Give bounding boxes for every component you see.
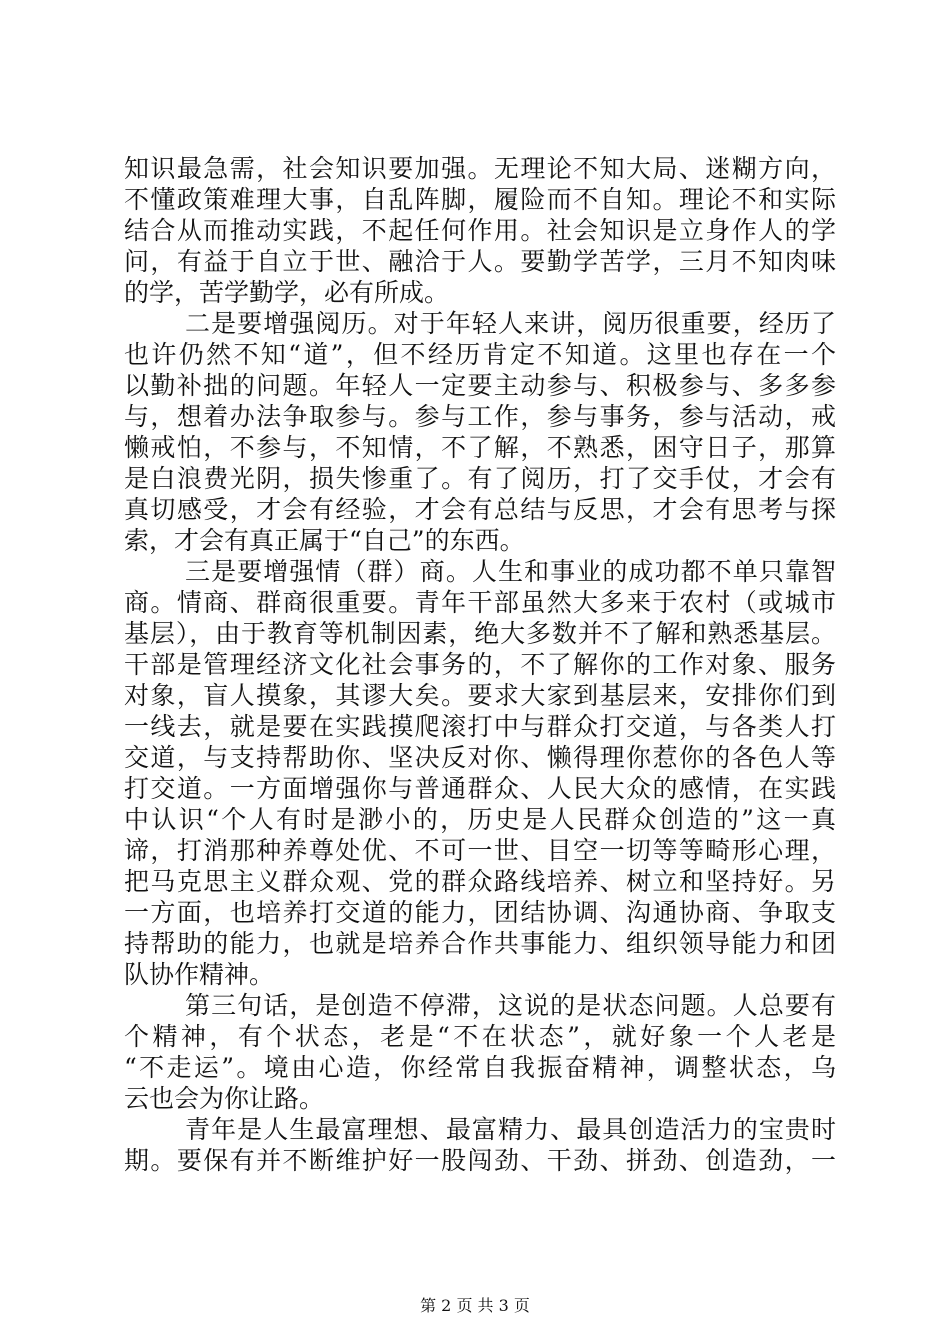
text-line: 谛，打消那种养尊处优、不可一世、目空一切等等畸形心理， — [124, 836, 836, 865]
text-line: 以勤补拙的问题。年轻人一定要主动参与、积极参与、多多参 — [124, 371, 836, 400]
text-line: 问，有益于自立于世、融洽于人。要勤学苦学，三月不知肉味 — [124, 247, 836, 276]
text-line: 一方面，也培养打交道的能力，团结协调、沟通协商、争取支 — [124, 898, 836, 927]
text-line: 中认识“个人有时是渺小的，历史是人民群众创造的”这一真 — [124, 805, 836, 834]
text-line: 知识最急需，社会知识要加强。无理论不知大局、迷糊方向， — [124, 154, 836, 183]
text-line: 不懂政策难理大事，自乱阵脚，履险而不自知。理论不和实际 — [124, 185, 836, 214]
text-line: 懒戒怕，不参与，不知情，不了解，不熟悉，困守日子，那算 — [124, 433, 836, 462]
text-line: 把马克思主义群众观、党的群众路线培养、树立和坚持好。另 — [124, 867, 836, 896]
body-text — [124, 153, 836, 1176]
text-line: 队协作精神。 — [124, 960, 275, 989]
text-line: 打交道。一方面增强你与普通群众、人民大众的感情，在实践 — [124, 774, 836, 803]
text-line: 商。情商、群商很重要。青年干部虽然大多来于农村（或城市 — [124, 588, 836, 617]
text-line: 一线去，就是要在实践摸爬滚打中与群众打交道，与各类人打 — [124, 712, 836, 741]
text-line: 二是要增强阅历。对于年轻人来讲，阅历很重要，经历了 — [185, 309, 836, 338]
page-footer: 第 2 页 共 3 页 — [420, 1296, 530, 1315]
text-line: 与，想着办法争取参与。参与工作，参与事务，参与活动，戒 — [124, 402, 836, 431]
text-line: 干部是管理经济文化社会事务的，不了解你的工作对象、服务 — [124, 650, 836, 679]
text-line: 期。要保有并不断维护好一股闯劲、干劲、拼劲、创造劲，一 — [124, 1146, 836, 1175]
text-line: 索，才会有真正属于“自己”的东西。 — [124, 526, 525, 555]
text-line: 是白浪费光阴，损失惨重了。有了阅历，打了交手仗，才会有 — [124, 464, 836, 493]
text-line: 持帮助的能力，也就是培养合作共事能力、组织领导能力和团 — [124, 929, 836, 958]
text-line: 也许仍然不知“道”，但不经历肯定不知道。这里也存在一个 — [124, 340, 836, 369]
text-line: 对象，盲人摸象，其谬大矣。要求大家到基层来，安排你们到 — [124, 681, 836, 710]
text-line: 真切感受，才会有经验，才会有总结与反思，才会有思考与探 — [124, 495, 836, 524]
text-line: 青年是人生最富理想、最富精力、最具创造活力的宝贵时 — [185, 1115, 836, 1144]
text-line: 交道，与支持帮助你、坚决反对你、懒得理你惹你的各色人等 — [124, 743, 836, 772]
text-line: 结合从而推动实践，不起任何作用。社会知识是立身作人的学 — [124, 216, 836, 245]
text-line: 个精神，有个状态，老是“不在状态”，就好象一个人老是 — [124, 1022, 836, 1051]
text-line: 基层），由于教育等机制因素，绝大多数并不了解和熟悉基层。 — [124, 619, 836, 648]
text-line: 第三句话，是创造不停滞，这说的是状态问题。人总要有 — [185, 991, 836, 1020]
text-line: “不走运”。境由心造，你经常自我振奋精神，调整状态，乌 — [124, 1053, 836, 1082]
text-line: 三是要增强情（群）商。人生和事业的成功都不单只靠智 — [185, 557, 836, 586]
text-line: 云也会为你让路。 — [124, 1084, 325, 1113]
text-line: 的学，苦学勤学，必有所成。 — [124, 278, 450, 307]
